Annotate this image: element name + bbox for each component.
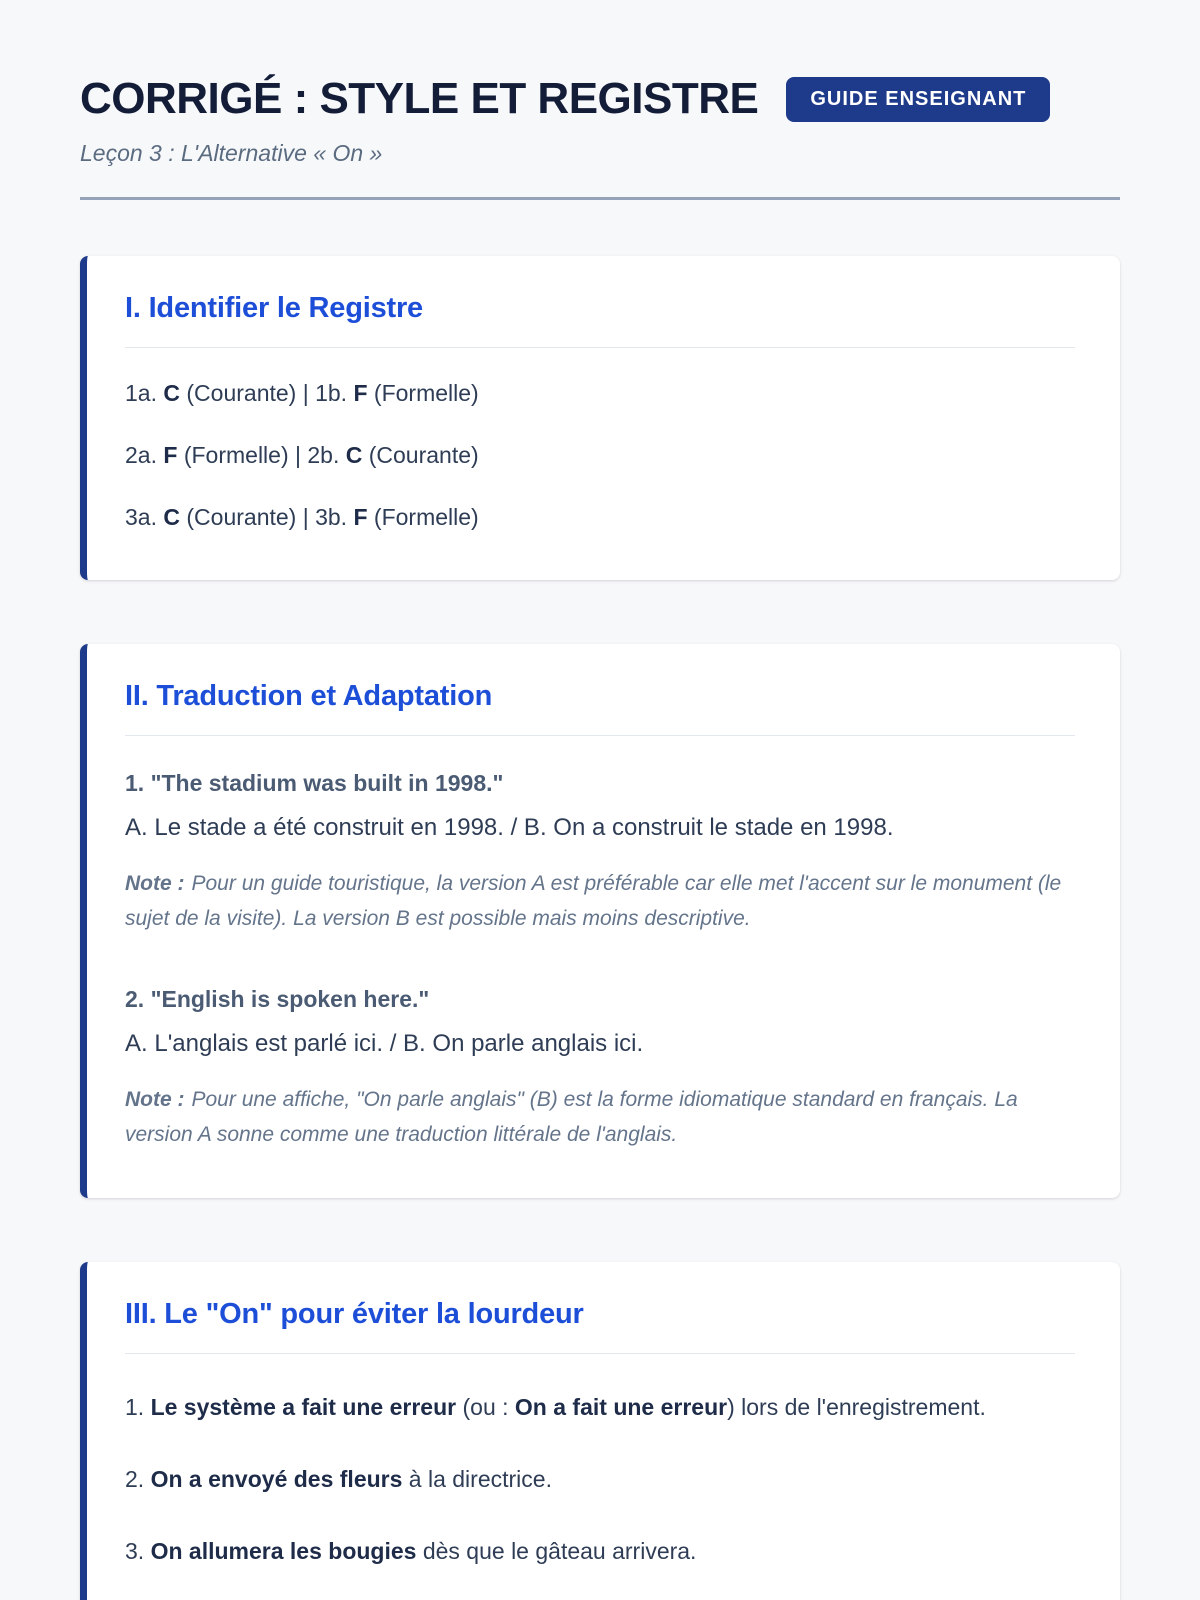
section-3-title: III. Le "On" pour éviter la lourdeur xyxy=(125,1298,584,1330)
section-card-traduction-adaptation xyxy=(80,644,1120,1198)
section-card-on-lourdeur xyxy=(80,1262,1120,1600)
exercise-1-prompt: 1. "The stadium was built in 1998." xyxy=(125,770,504,796)
note-text: Pour une affiche, "On parle anglais" (B) est la forme idiomatique standard en français. La version A sonne comme une traduction littérale de l'anglais. xyxy=(125,1088,1018,1146)
answer-line-2: 2. On a envoyé des fleurs à la directrice. xyxy=(125,1466,552,1492)
section-1-divider xyxy=(125,347,1075,348)
section-3-divider xyxy=(125,1353,1075,1354)
note-label: Note : xyxy=(125,872,185,895)
exercise-2 xyxy=(125,982,1075,1152)
exercise-2-answer: A. L'anglais est parlé ici. / B. On parle anglais ici. xyxy=(125,1030,644,1057)
exercise-1-note xyxy=(125,866,1075,936)
answer-line-3: 3. On allumera les bougies dès que le gâteau arrivera. xyxy=(125,1538,697,1564)
lesson-subtitle: Leçon 3 : L'Alternative « On » xyxy=(80,140,383,166)
section-1-title: I. Identifier le Registre xyxy=(125,292,423,324)
exercise-1-answer: A. Le stade a été construit en 1998. / B. On a construit le stade en 1998. xyxy=(125,814,894,841)
exercise-2-note xyxy=(125,1082,1075,1152)
answer-line-2: 2a. F (Formelle) | 2b. C (Courante) xyxy=(125,442,479,468)
answer-line-1: 1a. C (Courante) | 1b. F (Formelle) xyxy=(125,380,479,406)
note-text: Pour un guide touristique, la version A est préférable car elle met l'accent sur le monument (le sujet de la visite). La version B est possible mais moins descriptive. xyxy=(125,872,1062,930)
note-label: Note : xyxy=(125,1088,185,1111)
section-2-divider xyxy=(125,735,1075,736)
exercise-1 xyxy=(125,766,1075,936)
answer-line-1: 1. Le système a fait une erreur (ou : On a fait une erreur) lors de l'enregistrement. xyxy=(125,1394,986,1420)
section-2-title: II. Traduction et Adaptation xyxy=(125,680,493,712)
exercise-2-prompt: 2. "English is spoken here." xyxy=(125,986,430,1012)
answer-key-content xyxy=(80,256,1120,1600)
title-row xyxy=(80,74,1120,124)
page-title: CORRIGÉ : STYLE ET REGISTRE xyxy=(80,74,759,123)
page-header xyxy=(80,74,1120,200)
section-card-identifier-registre xyxy=(80,256,1120,580)
answer-line-3: 3a. C (Courante) | 3b. F (Formelle) xyxy=(125,504,479,530)
teacher-guide-badge: GUIDE ENSEIGNANT xyxy=(786,77,1050,122)
header-divider xyxy=(80,197,1120,200)
